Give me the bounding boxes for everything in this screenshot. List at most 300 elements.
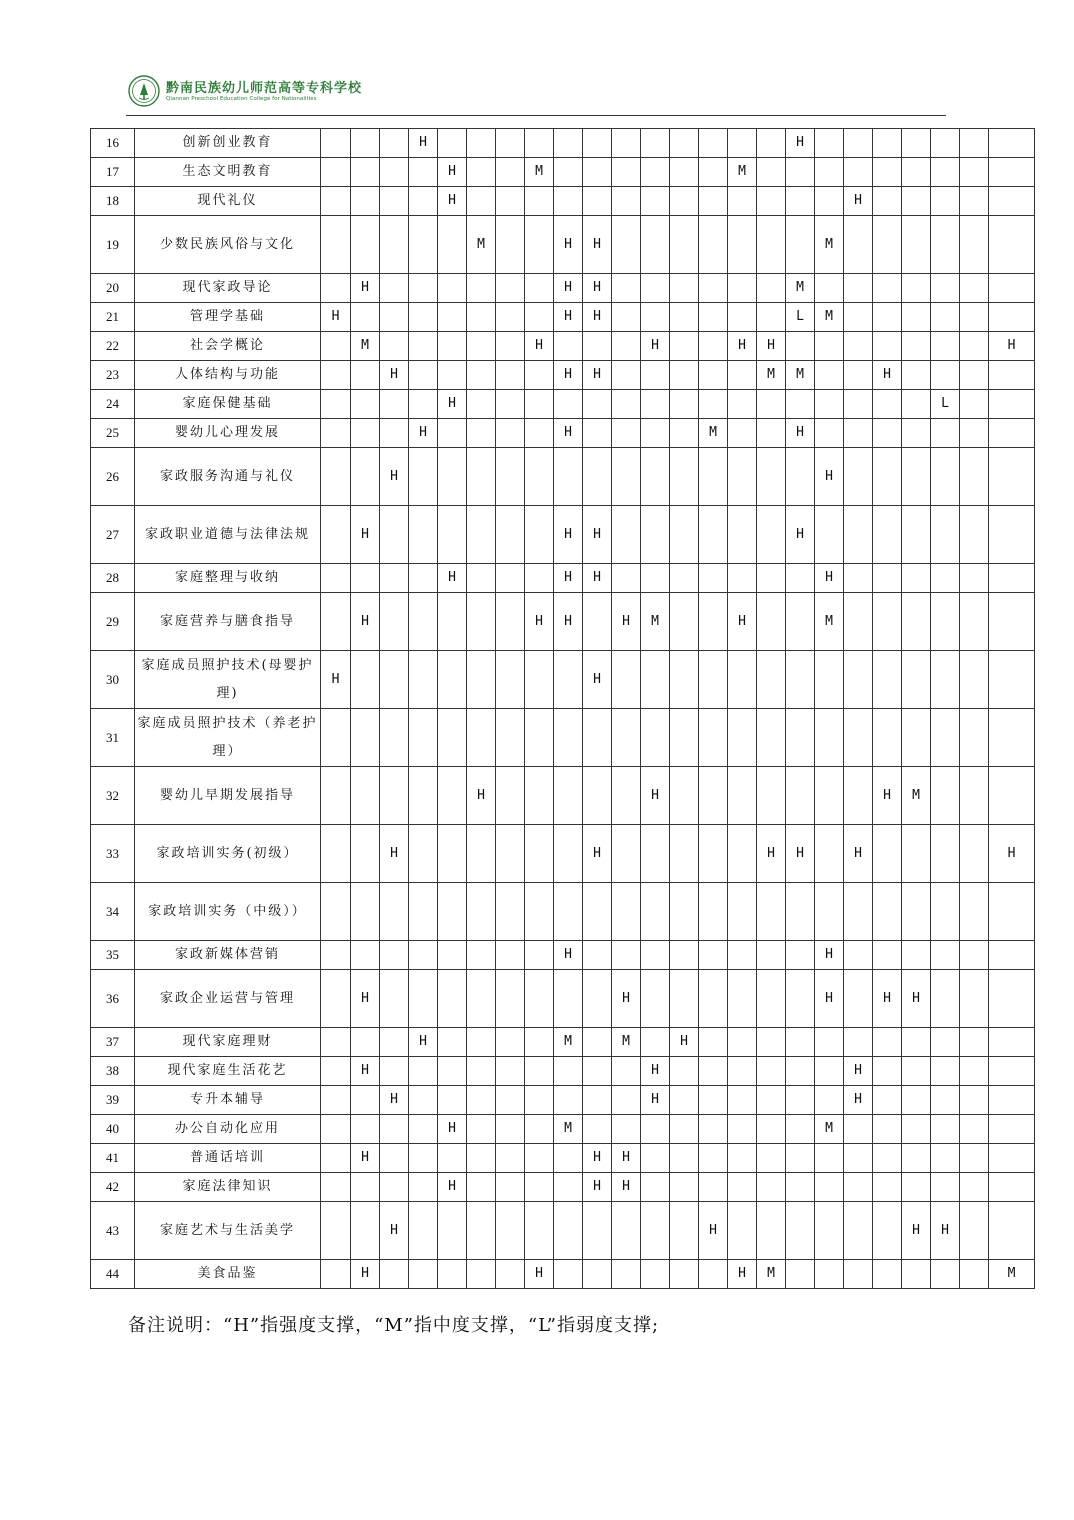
support-cell <box>960 506 989 564</box>
support-cell <box>583 187 612 216</box>
support-cell <box>873 564 902 593</box>
support-cell <box>699 1173 728 1202</box>
support-cell <box>583 767 612 825</box>
support-cell <box>554 332 583 361</box>
support-cell <box>815 883 844 941</box>
support-cell <box>728 970 757 1028</box>
course-name: 家庭营养与膳食指导 <box>135 593 321 651</box>
support-cell <box>583 1260 612 1289</box>
support-cell <box>380 941 409 970</box>
support-cell <box>815 390 844 419</box>
support-cell <box>554 767 583 825</box>
course-name: 人体结构与功能 <box>135 361 321 390</box>
support-cell <box>699 1144 728 1173</box>
support-cell <box>612 825 641 883</box>
support-cell <box>786 941 815 970</box>
course-support-matrix <box>90 128 1035 1289</box>
support-cell <box>554 1086 583 1115</box>
support-cell <box>960 448 989 506</box>
row-number: 31 <box>91 709 135 767</box>
support-cell: H <box>554 274 583 303</box>
support-cell <box>467 1202 496 1260</box>
row-number: 25 <box>91 419 135 448</box>
support-cell <box>844 767 873 825</box>
support-cell <box>321 216 351 274</box>
support-cell: H <box>583 1144 612 1173</box>
support-cell <box>409 1202 438 1260</box>
support-cell <box>467 274 496 303</box>
support-cell <box>873 1260 902 1289</box>
support-cell <box>351 361 380 390</box>
support-cell: H <box>757 825 786 883</box>
support-cell <box>409 883 438 941</box>
support-cell <box>351 187 380 216</box>
support-cell: H <box>873 767 902 825</box>
support-cell <box>438 1057 467 1086</box>
support-cell <box>525 1144 554 1173</box>
support-cell <box>902 129 931 158</box>
support-cell <box>757 1202 786 1260</box>
support-cell <box>873 129 902 158</box>
support-cell <box>351 651 380 709</box>
support-cell <box>467 1028 496 1057</box>
support-cell <box>467 825 496 883</box>
support-cell <box>583 1115 612 1144</box>
support-cell <box>670 361 699 390</box>
row-number: 28 <box>91 564 135 593</box>
support-cell <box>467 361 496 390</box>
row-number: 20 <box>91 274 135 303</box>
support-cell <box>525 129 554 158</box>
support-cell <box>989 1086 1035 1115</box>
support-cell <box>989 274 1035 303</box>
support-cell: H <box>554 941 583 970</box>
support-cell <box>728 1057 757 1086</box>
support-cell <box>554 390 583 419</box>
support-cell <box>989 883 1035 941</box>
support-cell <box>351 1086 380 1115</box>
support-cell <box>467 1260 496 1289</box>
support-cell <box>844 390 873 419</box>
support-cell <box>641 390 670 419</box>
support-cell <box>960 1057 989 1086</box>
support-cell: M <box>815 593 844 651</box>
support-cell: H <box>786 419 815 448</box>
support-cell <box>467 1086 496 1115</box>
support-cell <box>873 216 902 274</box>
support-cell <box>321 332 351 361</box>
support-cell <box>467 593 496 651</box>
support-cell <box>641 709 670 767</box>
support-cell <box>496 187 525 216</box>
support-cell <box>757 129 786 158</box>
support-cell <box>351 448 380 506</box>
support-cell: H <box>554 303 583 332</box>
row-number: 38 <box>91 1057 135 1086</box>
support-cell: H <box>321 303 351 332</box>
support-cell: H <box>351 506 380 564</box>
support-cell <box>583 941 612 970</box>
support-cell <box>728 709 757 767</box>
support-cell <box>815 709 844 767</box>
row-number: 16 <box>91 129 135 158</box>
support-cell <box>699 767 728 825</box>
support-cell <box>525 1086 554 1115</box>
support-cell <box>380 709 409 767</box>
support-cell <box>583 390 612 419</box>
support-cell: H <box>873 361 902 390</box>
support-cell <box>931 564 960 593</box>
support-cell: M <box>699 419 728 448</box>
support-cell: M <box>641 593 670 651</box>
support-cell <box>321 883 351 941</box>
support-cell <box>931 158 960 187</box>
support-cell <box>554 651 583 709</box>
support-cell: H <box>351 1057 380 1086</box>
support-cell: H <box>612 970 641 1028</box>
table-row <box>91 883 1035 941</box>
support-cell <box>409 651 438 709</box>
support-cell <box>699 448 728 506</box>
support-cell <box>670 187 699 216</box>
support-cell: H <box>699 1202 728 1260</box>
support-cell <box>438 216 467 274</box>
course-name: 现代家政导论 <box>135 274 321 303</box>
table-row <box>91 709 1035 767</box>
support-cell <box>873 651 902 709</box>
support-cell: H <box>409 419 438 448</box>
support-cell <box>670 1057 699 1086</box>
support-cell <box>351 825 380 883</box>
support-cell <box>844 1028 873 1057</box>
support-cell <box>815 332 844 361</box>
support-cell <box>728 941 757 970</box>
table-row <box>91 448 1035 506</box>
support-cell <box>525 970 554 1028</box>
support-cell <box>496 593 525 651</box>
support-cell <box>902 1028 931 1057</box>
support-cell <box>583 1057 612 1086</box>
support-cell <box>438 883 467 941</box>
support-cell <box>960 390 989 419</box>
support-cell <box>351 216 380 274</box>
support-cell <box>699 1057 728 1086</box>
support-cell <box>699 1028 728 1057</box>
support-cell <box>351 564 380 593</box>
row-number: 23 <box>91 361 135 390</box>
support-cell <box>844 970 873 1028</box>
support-cell: H <box>641 767 670 825</box>
support-cell <box>438 274 467 303</box>
support-cell <box>989 564 1035 593</box>
support-cell <box>380 970 409 1028</box>
support-cell <box>409 593 438 651</box>
support-cell <box>380 767 409 825</box>
support-cell <box>583 129 612 158</box>
support-cell <box>728 419 757 448</box>
support-cell <box>757 158 786 187</box>
support-cell <box>321 1057 351 1086</box>
support-cell <box>931 709 960 767</box>
support-cell <box>989 1144 1035 1173</box>
support-cell <box>409 158 438 187</box>
support-cell <box>728 564 757 593</box>
support-cell: H <box>525 332 554 361</box>
support-cell <box>496 1173 525 1202</box>
support-cell <box>786 187 815 216</box>
support-cell: L <box>786 303 815 332</box>
support-cell <box>670 941 699 970</box>
support-cell <box>641 361 670 390</box>
support-cell <box>757 419 786 448</box>
support-cell: H <box>641 1057 670 1086</box>
support-cell: M <box>815 303 844 332</box>
support-cell <box>844 1260 873 1289</box>
support-cell <box>902 1260 931 1289</box>
course-name: 美食品鉴 <box>135 1260 321 1289</box>
support-cell <box>670 709 699 767</box>
support-cell <box>815 651 844 709</box>
support-cell <box>612 448 641 506</box>
support-cell <box>380 274 409 303</box>
support-cell <box>467 506 496 564</box>
support-cell <box>960 593 989 651</box>
support-cell <box>525 419 554 448</box>
support-cell: H <box>612 1173 641 1202</box>
support-cell <box>902 158 931 187</box>
support-cell <box>699 651 728 709</box>
support-cell <box>902 448 931 506</box>
support-cell: H <box>728 332 757 361</box>
support-cell <box>757 506 786 564</box>
support-cell <box>496 303 525 332</box>
support-cell <box>699 1086 728 1115</box>
support-cell <box>670 767 699 825</box>
support-cell: H <box>380 1086 409 1115</box>
row-number: 39 <box>91 1086 135 1115</box>
support-cell <box>409 825 438 883</box>
support-cell <box>321 970 351 1028</box>
support-cell <box>525 448 554 506</box>
support-cell <box>989 593 1035 651</box>
support-cell <box>351 158 380 187</box>
support-cell <box>641 825 670 883</box>
support-cell <box>902 390 931 419</box>
support-cell <box>931 1144 960 1173</box>
support-cell <box>641 187 670 216</box>
support-cell <box>409 216 438 274</box>
support-cell <box>670 564 699 593</box>
support-cell: H <box>786 825 815 883</box>
support-cell <box>525 825 554 883</box>
support-cell <box>873 448 902 506</box>
support-cell <box>989 448 1035 506</box>
support-cell <box>757 651 786 709</box>
support-cell <box>554 1173 583 1202</box>
support-cell <box>612 1202 641 1260</box>
support-cell <box>728 1202 757 1260</box>
support-cell: H <box>583 303 612 332</box>
support-cell <box>670 448 699 506</box>
support-cell: H <box>438 1173 467 1202</box>
support-cell <box>321 767 351 825</box>
support-cell <box>728 274 757 303</box>
table-row <box>91 1260 1035 1289</box>
support-cell <box>699 303 728 332</box>
support-cell <box>554 1202 583 1260</box>
support-cell: H <box>612 1144 641 1173</box>
course-name: 生态文明教育 <box>135 158 321 187</box>
support-cell <box>612 1057 641 1086</box>
support-cell <box>960 941 989 970</box>
table-row <box>91 1202 1035 1260</box>
support-cell <box>351 709 380 767</box>
support-cell <box>728 361 757 390</box>
support-cell <box>496 767 525 825</box>
support-cell <box>902 1086 931 1115</box>
support-cell <box>612 767 641 825</box>
support-cell <box>757 1115 786 1144</box>
support-cell <box>815 1202 844 1260</box>
support-cell <box>931 651 960 709</box>
support-cell <box>583 1086 612 1115</box>
support-cell <box>438 825 467 883</box>
support-cell <box>496 158 525 187</box>
support-cell <box>496 970 525 1028</box>
support-cell <box>844 709 873 767</box>
support-cell <box>902 274 931 303</box>
support-cell: H <box>467 767 496 825</box>
support-cell <box>409 941 438 970</box>
table-row <box>91 651 1035 709</box>
support-cell: H <box>438 1115 467 1144</box>
support-cell <box>583 419 612 448</box>
table-row <box>91 274 1035 303</box>
support-cell <box>525 1202 554 1260</box>
support-cell <box>931 361 960 390</box>
support-cell <box>525 883 554 941</box>
support-cell <box>467 158 496 187</box>
row-number: 41 <box>91 1144 135 1173</box>
support-cell: H <box>554 564 583 593</box>
support-cell: M <box>989 1260 1035 1289</box>
support-cell: H <box>728 593 757 651</box>
support-cell <box>612 564 641 593</box>
support-cell <box>554 448 583 506</box>
support-cell <box>902 564 931 593</box>
support-cell <box>641 1115 670 1144</box>
support-cell <box>525 767 554 825</box>
support-cell: H <box>380 448 409 506</box>
support-cell: H <box>786 129 815 158</box>
support-cell <box>496 1028 525 1057</box>
support-cell <box>670 1086 699 1115</box>
support-cell <box>641 1144 670 1173</box>
support-cell <box>757 1057 786 1086</box>
course-name: 家庭艺术与生活美学 <box>135 1202 321 1260</box>
support-cell <box>554 970 583 1028</box>
support-cell <box>757 883 786 941</box>
support-cell <box>844 1173 873 1202</box>
support-cell <box>467 970 496 1028</box>
support-cell <box>931 274 960 303</box>
support-cell: H <box>583 1173 612 1202</box>
support-cell <box>757 303 786 332</box>
support-cell: M <box>902 767 931 825</box>
support-cell <box>873 709 902 767</box>
support-cell <box>670 419 699 448</box>
row-number: 18 <box>91 187 135 216</box>
support-cell <box>612 332 641 361</box>
row-number: 32 <box>91 767 135 825</box>
support-cell <box>641 448 670 506</box>
support-cell <box>960 1144 989 1173</box>
support-cell: M <box>757 361 786 390</box>
support-cell: H <box>525 593 554 651</box>
support-cell <box>931 216 960 274</box>
support-cell <box>844 216 873 274</box>
support-cell <box>757 390 786 419</box>
support-cell <box>786 651 815 709</box>
support-cell <box>931 1115 960 1144</box>
support-cell <box>844 419 873 448</box>
support-cell <box>321 1086 351 1115</box>
table-row <box>91 1057 1035 1086</box>
support-cell <box>525 709 554 767</box>
support-cell: H <box>873 970 902 1028</box>
support-cell <box>989 1057 1035 1086</box>
support-cell <box>612 390 641 419</box>
support-cell <box>670 332 699 361</box>
support-cell <box>351 1028 380 1057</box>
support-cell: M <box>467 216 496 274</box>
support-cell <box>641 158 670 187</box>
support-cell <box>351 1115 380 1144</box>
support-cell <box>409 1057 438 1086</box>
support-cell <box>960 274 989 303</box>
support-cell <box>321 709 351 767</box>
support-cell <box>583 970 612 1028</box>
table-row <box>91 390 1035 419</box>
row-number: 40 <box>91 1115 135 1144</box>
support-cell <box>728 506 757 564</box>
support-cell <box>699 1260 728 1289</box>
support-cell <box>525 651 554 709</box>
support-cell <box>815 274 844 303</box>
support-cell <box>699 593 728 651</box>
support-cell <box>989 970 1035 1028</box>
support-cell <box>670 1260 699 1289</box>
support-cell <box>989 767 1035 825</box>
support-cell <box>641 1028 670 1057</box>
support-cell: H <box>641 332 670 361</box>
support-cell <box>757 448 786 506</box>
support-cell <box>409 361 438 390</box>
course-name: 创新创业教育 <box>135 129 321 158</box>
support-cell <box>902 216 931 274</box>
support-cell <box>728 1028 757 1057</box>
support-cell <box>757 274 786 303</box>
support-cell <box>931 825 960 883</box>
support-cell <box>670 216 699 274</box>
support-cell <box>438 767 467 825</box>
support-cell <box>728 825 757 883</box>
support-cell <box>873 1173 902 1202</box>
support-cell <box>786 448 815 506</box>
support-cell <box>902 709 931 767</box>
support-cell <box>873 593 902 651</box>
support-cell <box>670 274 699 303</box>
